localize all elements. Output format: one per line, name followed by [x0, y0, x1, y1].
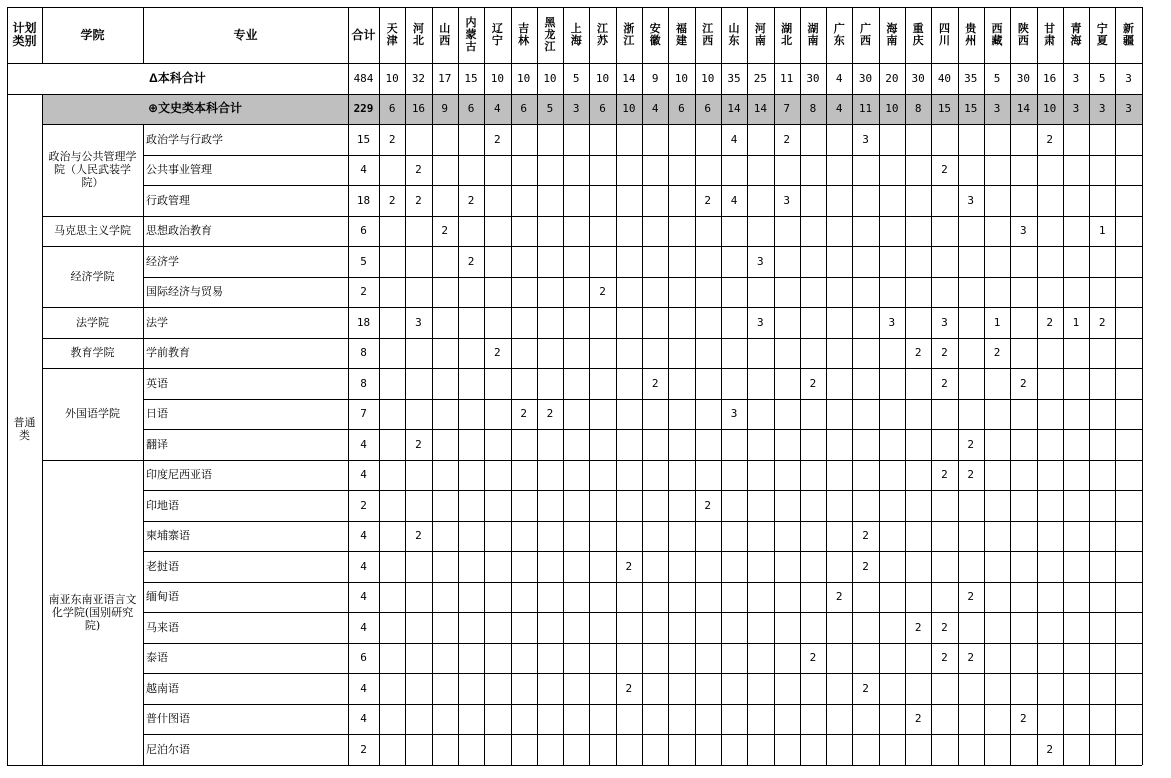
header-province: 山西: [439, 23, 451, 47]
major-province-value: 2: [415, 163, 422, 177]
major-province-value: 2: [967, 468, 975, 482]
grid-line: [931, 7, 932, 765]
summary-value: 10: [595, 71, 610, 85]
summary-value: 32: [411, 71, 426, 85]
major-province-value: 2: [941, 376, 948, 390]
major-province-value: 2: [599, 285, 606, 299]
major-province-value: 2: [651, 376, 659, 390]
header-province: 湖南: [807, 23, 819, 47]
major-province-value: 1: [1098, 224, 1106, 238]
grid-line: [7, 94, 1142, 95]
major-province-value: 3: [888, 315, 896, 329]
header-type: 计划类别: [12, 21, 37, 48]
grid-line: [42, 460, 1142, 461]
major-province-value: 2: [967, 590, 975, 604]
major-province-value: 2: [494, 346, 501, 360]
major-province-value: 3: [967, 193, 975, 207]
major-province-value: 2: [941, 651, 948, 665]
major-total: 8: [360, 376, 367, 390]
header-province: 河北: [412, 23, 424, 47]
summary-value: 5: [1098, 71, 1106, 85]
summary-value: 10: [701, 71, 715, 85]
summary-value: 35: [964, 71, 978, 85]
major-name: 翻译: [146, 437, 168, 451]
major-name: 普什图语: [146, 712, 190, 726]
major-total: 15: [356, 132, 371, 146]
major-total: 4: [360, 590, 367, 604]
major-total: 4: [360, 468, 367, 482]
header-province: 上海: [570, 23, 582, 47]
major-province-value: 2: [993, 346, 1001, 360]
subtotal-value: 10: [622, 102, 636, 116]
summary-value: 30: [1016, 71, 1030, 85]
subtotal-total: 229: [353, 102, 374, 116]
grid-line: [42, 338, 1142, 339]
major-name: 印度尼西亚语: [146, 468, 212, 482]
major-total: 2: [360, 285, 367, 299]
subtotal-value: 15: [937, 102, 952, 116]
summary-value: 3: [1125, 71, 1132, 85]
header-province: 湖北: [781, 23, 793, 47]
subtotal-value: 6: [678, 102, 685, 116]
major-name: 学前教育: [146, 346, 190, 360]
major-province-value: 3: [415, 315, 422, 329]
header-province: 宁夏: [1096, 23, 1108, 47]
college-cell: 经济学院: [70, 270, 115, 283]
summary-value: 3: [1072, 71, 1080, 85]
summary-value: 10: [674, 71, 689, 85]
major-total: 4: [360, 681, 367, 695]
major-total: 8: [360, 346, 367, 360]
grid-line: [42, 94, 43, 765]
grid-line: [1115, 7, 1116, 765]
major-name: 政治学与行政学: [146, 132, 223, 146]
major-province-value: 2: [914, 346, 922, 360]
subtotal-value: 4: [835, 102, 843, 116]
grid-line: [511, 7, 512, 765]
header-province: 江苏: [597, 23, 609, 47]
subtotal-value: 5: [546, 102, 554, 116]
major-province-value: 2: [441, 224, 449, 238]
subtotal-value: 4: [494, 102, 501, 116]
summary-value: 14: [622, 71, 636, 85]
college-cell: 南亚东南亚语言文化学院(国别研究院): [48, 592, 137, 632]
grid-line: [1063, 7, 1064, 765]
major-province-value: 2: [1046, 315, 1053, 329]
summary-value: 20: [885, 71, 899, 85]
header-province: 河南: [754, 23, 766, 47]
major-province-value: 2: [625, 559, 633, 573]
category-cell: 普通类: [13, 416, 36, 442]
grid-line: [42, 307, 1142, 308]
subtotal-value: 9: [441, 102, 449, 116]
major-name: 行政管理: [146, 193, 190, 207]
header-major: 专业: [233, 27, 258, 42]
subtotal-value: 6: [520, 102, 527, 116]
subtotal-value: 6: [704, 102, 712, 116]
header-college: 学院: [80, 27, 105, 42]
major-name: 泰语: [146, 651, 168, 665]
major-total: 2: [360, 742, 367, 756]
major-province-value: 4: [730, 193, 738, 207]
summary-value: 35: [727, 71, 741, 85]
summary-value: 30: [858, 71, 873, 85]
header-province: 福建: [675, 23, 687, 47]
grid-line: [7, 7, 8, 765]
subtotal-value: 16: [411, 102, 426, 116]
grid-line: [563, 7, 564, 765]
major-province-value: 3: [941, 315, 948, 329]
header-total: 合计: [351, 27, 376, 42]
grid-line: [1037, 7, 1038, 765]
subtotal-value: 3: [1098, 102, 1106, 116]
summary-value: 4: [835, 71, 843, 85]
major-province-value: 1: [993, 315, 1001, 329]
major-province-value: 2: [941, 346, 948, 360]
major-name: 法学: [146, 315, 168, 329]
grid-line: [7, 63, 1142, 64]
major-name: 老挝语: [146, 559, 179, 573]
summary-value: 30: [911, 71, 925, 85]
major-province-value: 2: [415, 193, 422, 207]
major-name: 经济学: [146, 254, 179, 268]
subtotal-value: 8: [914, 102, 922, 116]
summary-label: Δ本科合计: [149, 70, 206, 85]
college-cell: 马克思主义学院: [54, 224, 131, 238]
grid-line: [458, 7, 459, 765]
grid-line: [1010, 7, 1011, 765]
major-total: 4: [360, 437, 367, 451]
admission-plan-table: [7, 7, 1162, 773]
subtotal-value: 14: [727, 102, 741, 116]
grid-line: [747, 7, 748, 765]
college-cell: 法学院: [76, 315, 109, 329]
grid-line: [589, 7, 590, 765]
major-name: 国际经济与贸易: [146, 285, 223, 299]
subtotal-value: 3: [993, 102, 1001, 116]
summary-value: 9: [651, 71, 659, 85]
grid-line: [348, 7, 349, 765]
header-province: 贵州: [965, 23, 977, 47]
header-province: 四川: [938, 23, 950, 47]
grid-line: [695, 7, 696, 765]
summary-value: 16: [1043, 71, 1057, 85]
summary-value: 17: [438, 71, 452, 85]
summary-value: 11: [780, 71, 794, 85]
major-province-value: 2: [1098, 315, 1106, 329]
major-total: 4: [360, 529, 367, 543]
subtotal-value: 6: [599, 102, 606, 116]
summary-value: 10: [517, 71, 531, 85]
summary-value: 30: [806, 71, 820, 85]
grid-line: [7, 7, 1142, 8]
major-province-value: 2: [1046, 132, 1053, 146]
major-province-value: 2: [967, 651, 975, 665]
grid-line: [379, 7, 380, 765]
grid-line: [405, 7, 406, 765]
major-total: 5: [360, 254, 367, 268]
major-province-value: 2: [625, 681, 633, 695]
major-name: 英语: [146, 376, 168, 390]
major-province-value: 2: [1046, 742, 1053, 756]
subtotal-value: 6: [467, 102, 475, 116]
subtotal-value: 15: [964, 102, 978, 116]
college-cell: 政治与公共管理学院（人民武装学院）: [48, 150, 137, 190]
subtotal-value: 10: [1043, 102, 1057, 116]
major-name: 思想政治教育: [146, 224, 212, 238]
major-province-value: 2: [1020, 712, 1027, 726]
major-province-value: 2: [415, 529, 422, 543]
major-name: 马来语: [146, 620, 179, 634]
major-name: 日语: [146, 407, 168, 421]
grid-line: [642, 7, 643, 765]
major-province-value: 2: [862, 559, 869, 573]
subtotal-value: 14: [1016, 102, 1030, 116]
header-province: 黑龙江: [544, 17, 556, 53]
subtotal-value: 4: [651, 102, 659, 116]
grid-line: [7, 765, 1142, 766]
college-cell: 教育学院: [70, 346, 115, 360]
grid-line: [42, 368, 1142, 369]
major-province-value: 3: [757, 315, 764, 329]
major-total: 18: [356, 315, 371, 329]
grid-line: [984, 7, 985, 765]
major-name: 越南语: [146, 681, 179, 695]
major-province-value: 2: [783, 132, 790, 146]
major-province-value: 2: [494, 132, 501, 146]
major-province-value: 2: [835, 590, 843, 604]
major-province-value: 2: [967, 437, 975, 451]
grid-line: [537, 7, 538, 765]
major-province-value: 3: [757, 254, 764, 268]
major-total: 4: [360, 559, 367, 573]
major-name: 尼泊尔语: [146, 742, 190, 756]
major-province-value: 3: [862, 132, 869, 146]
college-cell: 外国语学院: [65, 407, 120, 421]
major-total: 18: [356, 193, 371, 207]
major-province-value: 2: [862, 681, 869, 695]
grid-line: [1142, 7, 1143, 765]
header-province: 江西: [702, 23, 714, 47]
grid-line: [143, 7, 144, 63]
header-province: 甘肃: [1044, 23, 1056, 47]
header-province: 青海: [1070, 23, 1082, 47]
header-province: 吉林: [518, 23, 530, 47]
grid-line: [958, 7, 959, 765]
header-province: 内蒙古: [465, 17, 477, 53]
header-province: 新疆: [1123, 23, 1135, 47]
subtotal-value: 10: [885, 102, 899, 116]
major-total: 4: [360, 620, 367, 634]
grid-line: [42, 246, 1142, 247]
grid-line: [774, 7, 775, 765]
subtotal-label: ⊕文史类本科合计: [147, 101, 243, 116]
header-province: 广东: [833, 23, 845, 47]
major-province-value: 2: [704, 193, 712, 207]
major-province-value: 3: [730, 407, 738, 421]
summary-value: 5: [572, 71, 580, 85]
subtotal-value: 11: [858, 102, 873, 116]
subtotal-value: 14: [753, 102, 767, 116]
major-province-value: 2: [388, 193, 396, 207]
grid-line: [879, 7, 880, 765]
major-province-value: 2: [1020, 376, 1027, 390]
major-total: 6: [360, 224, 367, 238]
header-province: 天津: [386, 23, 398, 47]
subtotal-value: 3: [572, 102, 580, 116]
major-name: 柬埔寨语: [146, 529, 190, 543]
header-province: 辽宁: [491, 23, 503, 47]
major-province-value: 3: [1020, 224, 1027, 238]
major-total: 6: [360, 651, 367, 665]
header-province: 安徽: [649, 23, 661, 47]
major-province-value: 2: [809, 651, 817, 665]
major-province-value: 2: [704, 498, 712, 512]
header-province: 山东: [728, 23, 740, 47]
summary-total: 484: [353, 71, 374, 85]
major-province-value: 2: [467, 193, 475, 207]
major-province-value: 4: [730, 132, 738, 146]
header-province: 重庆: [912, 23, 924, 47]
major-province-value: 3: [783, 193, 790, 207]
grid-line: [800, 7, 801, 765]
major-province-value: 2: [546, 407, 554, 421]
grid-line: [1089, 7, 1090, 765]
grid-line: [905, 7, 906, 765]
header-province: 浙江: [623, 23, 635, 47]
subtotal-value: 3: [1072, 102, 1080, 116]
summary-value: 10: [490, 71, 504, 85]
major-name: 公共事业管理: [146, 163, 212, 177]
major-province-value: 1: [1072, 315, 1080, 329]
major-province-value: 2: [520, 407, 527, 421]
major-province-value: 2: [941, 620, 948, 634]
header-province: 海南: [886, 23, 898, 47]
header-province: 西藏: [991, 23, 1003, 47]
major-province-value: 2: [914, 620, 922, 634]
grid-line: [852, 7, 853, 765]
major-total: 4: [360, 712, 367, 726]
grid-line: [616, 7, 617, 765]
subtotal-value: 7: [783, 102, 790, 116]
grid-line: [721, 7, 722, 765]
major-total: 7: [360, 407, 367, 421]
grid-line: [143, 124, 144, 765]
major-name: 缅甸语: [146, 590, 179, 604]
subtotal-value: 8: [809, 102, 817, 116]
major-province-value: 2: [941, 163, 948, 177]
summary-value: 5: [993, 71, 1001, 85]
grid-line: [826, 7, 827, 765]
major-total: 4: [360, 163, 367, 177]
header-province: 陕西: [1017, 23, 1029, 47]
summary-value: 25: [753, 71, 767, 85]
major-province-value: 2: [809, 376, 817, 390]
subtotal-value: 3: [1125, 102, 1132, 116]
header-province: 广西: [860, 23, 872, 47]
major-total: 2: [360, 498, 367, 512]
grid-line: [432, 7, 433, 765]
major-province-value: 2: [415, 437, 422, 451]
major-province-value: 2: [388, 132, 396, 146]
grid-line: [42, 124, 1142, 125]
summary-value: 40: [937, 71, 952, 85]
major-province-value: 2: [941, 468, 948, 482]
major-province-value: 2: [467, 254, 475, 268]
grid-line: [42, 216, 1142, 217]
summary-value: 10: [385, 71, 399, 85]
grid-line: [668, 7, 669, 765]
grid-line: [484, 7, 485, 765]
major-province-value: 2: [862, 529, 869, 543]
major-province-value: 2: [914, 712, 922, 726]
summary-value: 15: [464, 71, 478, 85]
grid-line: [42, 7, 43, 63]
summary-value: 10: [543, 71, 557, 85]
major-name: 印地语: [146, 498, 179, 512]
subtotal-value: 6: [388, 102, 396, 116]
